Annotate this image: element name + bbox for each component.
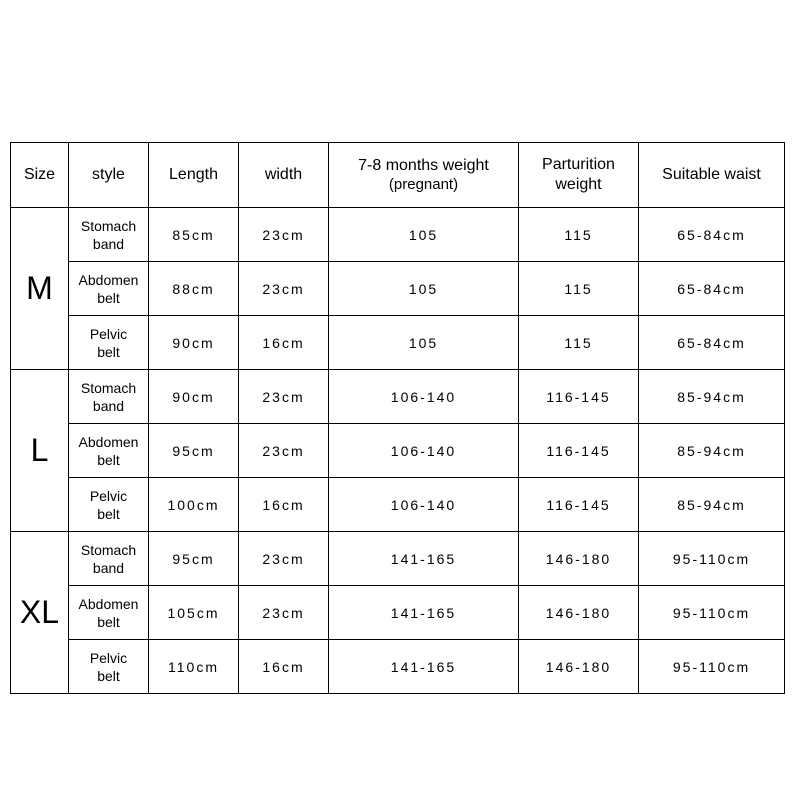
style-line: band [92, 559, 125, 576]
style-line: Pelvic [89, 325, 128, 342]
width-cell: 16cm [239, 478, 329, 532]
pregnant-weight-cell: 141-165 [329, 532, 519, 586]
width-cell: 23cm [239, 586, 329, 640]
width-cell: 16cm [239, 640, 329, 694]
parturition-weight-cell: 146-180 [519, 586, 639, 640]
style-line: Pelvic [89, 649, 128, 666]
style-cell [69, 424, 149, 478]
parturition-weight-cell: 116-145 [519, 424, 639, 478]
length-cell: 100cm [149, 478, 239, 532]
pregnant-weight-cell: 105 [329, 208, 519, 262]
waist-cell: 85-94cm [639, 424, 785, 478]
style-line: band [92, 235, 125, 252]
style-line: Stomach [80, 217, 137, 234]
style-cell [69, 262, 149, 316]
width-cell: 23cm [239, 208, 329, 262]
parturition-weight-cell: 115 [519, 208, 639, 262]
width-cell: 23cm [239, 532, 329, 586]
parturition-weight-cell: 115 [519, 262, 639, 316]
style-line: Abdomen [78, 433, 139, 450]
size-cell: XL [11, 532, 69, 694]
table-row [11, 640, 785, 694]
length-cell: 95cm [149, 424, 239, 478]
length-cell: 110cm [149, 640, 239, 694]
style-line: belt [97, 289, 120, 306]
style-line: belt [97, 667, 120, 684]
waist-cell: 95-110cm [639, 640, 785, 694]
pregnant-weight-cell: 106-140 [329, 370, 519, 424]
header-pregnant-weight-main: 7-8 months weight [358, 157, 489, 174]
pregnant-weight-cell: 106-140 [329, 478, 519, 532]
style-cell [69, 208, 149, 262]
style-cell [69, 532, 149, 586]
waist-cell: 65-84cm [639, 316, 785, 370]
style-cell [69, 640, 149, 694]
header-row [11, 143, 785, 208]
width-cell: 23cm [239, 424, 329, 478]
style-line: Pelvic [89, 487, 128, 504]
size-cell: L [11, 370, 69, 532]
table-row [11, 532, 785, 586]
parturition-weight-cell: 146-180 [519, 532, 639, 586]
width-cell: 16cm [239, 316, 329, 370]
style-line: belt [97, 451, 120, 468]
pregnant-weight-cell: 105 [329, 262, 519, 316]
pregnant-weight-cell: 106-140 [329, 424, 519, 478]
style-cell [69, 586, 149, 640]
length-cell: 95cm [149, 532, 239, 586]
pregnant-weight-cell: 141-165 [329, 586, 519, 640]
style-cell [69, 478, 149, 532]
table-row [11, 424, 785, 478]
style-cell [69, 316, 149, 370]
waist-cell: 85-94cm [639, 370, 785, 424]
header-width: width [239, 143, 329, 208]
pregnant-weight-cell: 141-165 [329, 640, 519, 694]
header-length: Length [149, 143, 239, 208]
size-cell: M [11, 208, 69, 370]
length-cell: 90cm [149, 370, 239, 424]
parturition-weight-cell: 115 [519, 316, 639, 370]
length-cell: 88cm [149, 262, 239, 316]
waist-cell: 85-94cm [639, 478, 785, 532]
waist-cell: 65-84cm [639, 208, 785, 262]
header-pregnant-weight-sub: (pregnant) [388, 176, 459, 193]
table-row [11, 478, 785, 532]
length-cell: 105cm [149, 586, 239, 640]
parturition-weight-cell: 146-180 [519, 640, 639, 694]
table-row [11, 316, 785, 370]
style-line: Stomach [80, 541, 137, 558]
style-line: belt [97, 613, 120, 630]
style-line: Stomach [80, 379, 137, 396]
header-size: Size [11, 143, 69, 208]
waist-cell: 95-110cm [639, 532, 785, 586]
table-row [11, 262, 785, 316]
parturition-weight-cell: 116-145 [519, 478, 639, 532]
table-row [11, 208, 785, 262]
width-cell: 23cm [239, 262, 329, 316]
pregnant-weight-cell: 105 [329, 316, 519, 370]
length-cell: 90cm [149, 316, 239, 370]
style-line: band [92, 397, 125, 414]
table-row [11, 586, 785, 640]
header-parturition-weight: Parturition weight [519, 143, 639, 208]
header-suitable-waist: Suitable waist [639, 143, 785, 208]
waist-cell: 65-84cm [639, 262, 785, 316]
size-chart-table [10, 142, 785, 694]
waist-cell: 95-110cm [639, 586, 785, 640]
header-pregnant-weight [329, 143, 519, 208]
style-line: belt [97, 343, 120, 360]
header-style: style [69, 143, 149, 208]
table-row [11, 370, 785, 424]
style-line: Abdomen [78, 271, 139, 288]
width-cell: 23cm [239, 370, 329, 424]
style-cell [69, 370, 149, 424]
style-line: belt [97, 505, 120, 522]
parturition-weight-cell: 116-145 [519, 370, 639, 424]
style-line: Abdomen [78, 595, 139, 612]
length-cell: 85cm [149, 208, 239, 262]
